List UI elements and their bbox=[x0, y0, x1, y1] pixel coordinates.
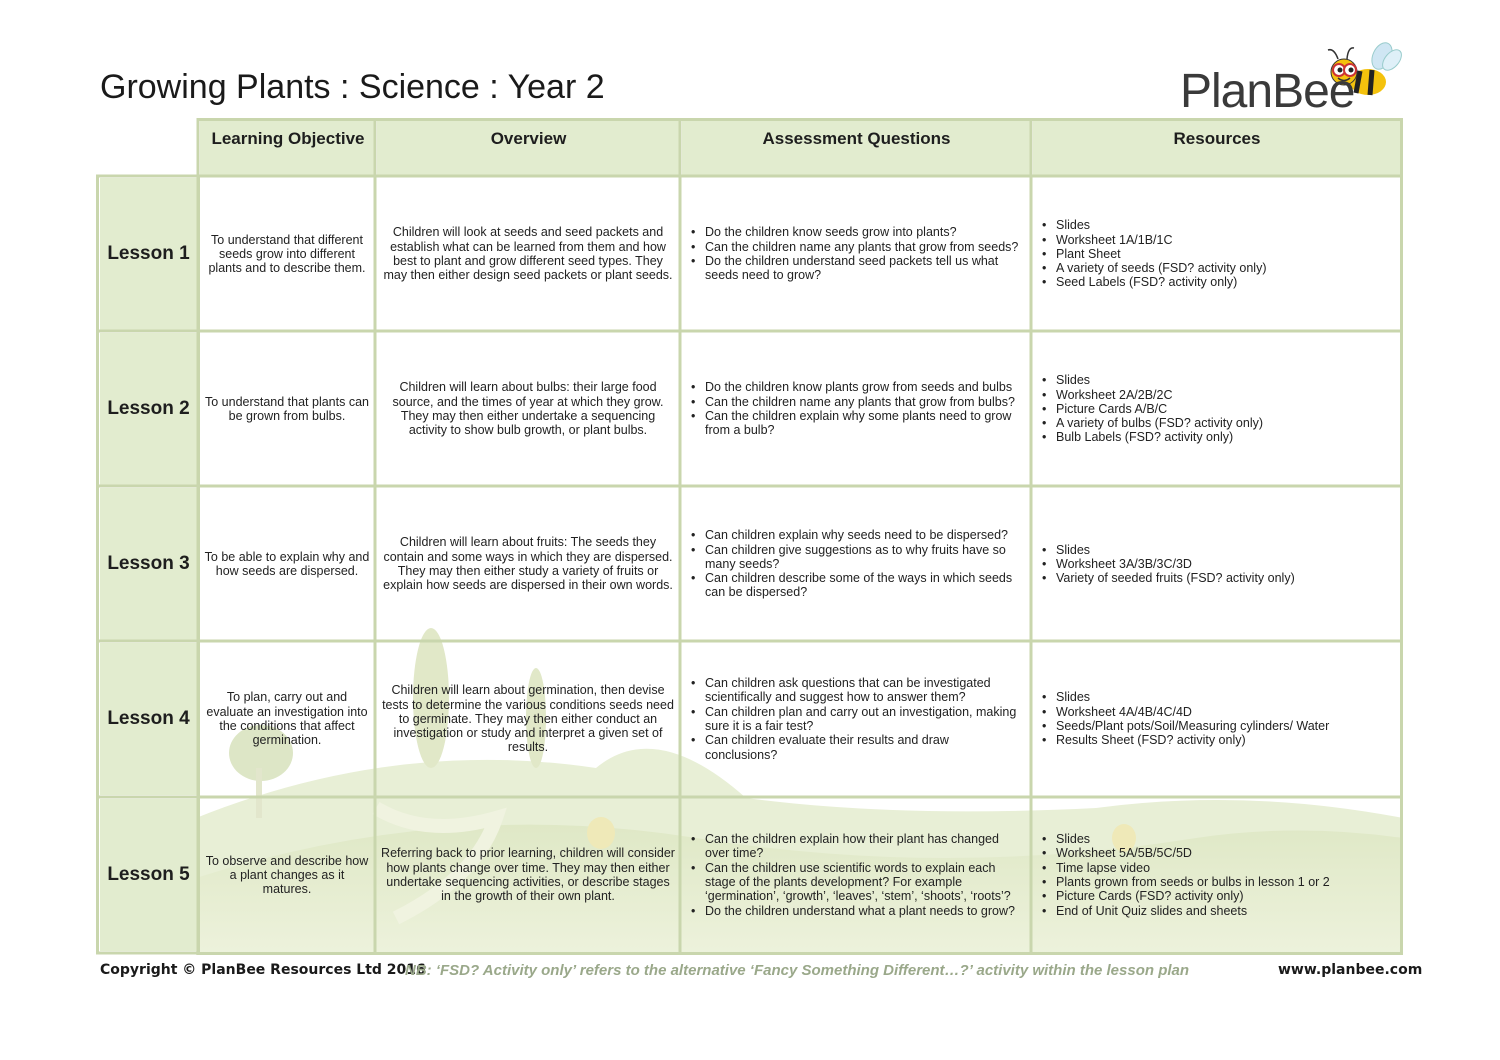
list-item: • Slides bbox=[1056, 218, 1267, 232]
list-item: • Worksheet 3A/3B/3C/3D bbox=[1056, 557, 1295, 571]
list-item: • Can children evaluate their results and draw conclusions? bbox=[705, 733, 1024, 762]
list-item: • Can children explain why seeds need to be dispersed? bbox=[705, 528, 1024, 542]
lesson-table bbox=[96, 118, 1403, 955]
overview-text-text: Children will learn about germination, then devise tests to determine the various conditions seeds need to germinate. They may then either conduct an investigation or study and interpret a given set of results. bbox=[382, 683, 674, 755]
assessment-questions bbox=[683, 799, 1030, 951]
resources-list-bullets bbox=[1040, 543, 1295, 586]
lesson-label-text: Lesson 4 bbox=[107, 708, 190, 729]
header-assessment-questions: Assessment Questions bbox=[682, 120, 1031, 176]
overview-text-text: Children will learn about bulbs: their large food source, and the times of year at which they grow. They may then either undertake a sequencing activity to show bulb growth, or plant bulbs. bbox=[392, 380, 664, 438]
list-item: • Seed Labels (FSD? activity only) bbox=[1056, 275, 1267, 289]
assessment-questions-bullets bbox=[689, 225, 1024, 282]
resources-list-bullets bbox=[1040, 218, 1267, 289]
list-item: • Variety of seeded fruits (FSD? activity only) bbox=[1056, 571, 1295, 585]
list-item: • Can children ask questions that can be investigated scientifically and suggest how to answer them? bbox=[705, 676, 1024, 705]
learning-objective-text: To understand that plants can be grown from bulbs. bbox=[204, 394, 369, 423]
learning-objective bbox=[200, 488, 374, 640]
resources-list bbox=[1034, 488, 1400, 640]
resources-list-bullets bbox=[1040, 690, 1329, 747]
list-item: • Worksheet 2A/2B/2C bbox=[1056, 388, 1263, 402]
resources-list bbox=[1034, 333, 1400, 485]
learning-objective bbox=[200, 333, 374, 485]
list-item: • Can children plan and carry out an investigation, making sure it is a fair test? bbox=[705, 705, 1024, 734]
lesson-label-text: Lesson 2 bbox=[107, 398, 190, 419]
list-item: • Can children describe some of the ways in which seeds can be dispersed? bbox=[705, 571, 1024, 600]
resources-list-bullets bbox=[1040, 373, 1263, 444]
lesson-label-text: Lesson 5 bbox=[107, 864, 190, 885]
list-item: • Worksheet 5A/5B/5C/5D bbox=[1056, 846, 1330, 860]
header-resources: Resources bbox=[1033, 120, 1401, 176]
list-item: • Bulb Labels (FSD? activity only) bbox=[1056, 430, 1263, 444]
assessment-questions bbox=[683, 643, 1030, 795]
resources-list-bullets bbox=[1040, 832, 1330, 918]
assessment-questions-bullets bbox=[689, 832, 1024, 918]
assessment-questions-bullets bbox=[689, 380, 1024, 437]
learning-objective bbox=[200, 178, 374, 330]
list-item: • Can the children explain why some plants need to grow from a bulb? bbox=[705, 409, 1024, 438]
list-item: • Can children give suggestions as to why fruits have so many seeds? bbox=[705, 543, 1024, 572]
list-item: • Can the children explain how their plant has changed over time? bbox=[705, 832, 1024, 861]
list-item: • Worksheet 1A/1B/1C bbox=[1056, 233, 1267, 247]
list-item: • Worksheet 4A/4B/4C/4D bbox=[1056, 705, 1329, 719]
overview-text bbox=[377, 178, 679, 330]
assessment-questions bbox=[683, 488, 1030, 640]
fsd-note: NB: ‘FSD? Activity only’ refers to the alternative ‘Fancy Something Different…?’ activity within the lesson plan bbox=[405, 962, 1190, 979]
website-link[interactable]: www.planbee.com bbox=[1278, 962, 1423, 978]
learning-objective-text: To plan, carry out and evaluate an investigation into the conditions that affect germination. bbox=[206, 690, 368, 748]
assessment-questions bbox=[683, 178, 1030, 330]
lesson-label bbox=[100, 488, 197, 640]
lesson-label-text: Lesson 1 bbox=[107, 243, 190, 264]
assessment-questions-bullets bbox=[689, 676, 1024, 762]
resources-list bbox=[1034, 799, 1400, 951]
list-item: • Slides bbox=[1056, 543, 1295, 557]
list-item: • Can the children name any plants that grow from bulbs? bbox=[705, 395, 1024, 409]
list-item: • Picture Cards (FSD? activity only) bbox=[1056, 889, 1330, 903]
list-item: • Slides bbox=[1056, 832, 1330, 846]
lesson-label bbox=[100, 333, 197, 485]
copyright-text: Copyright © PlanBee Resources Ltd 2016 bbox=[100, 962, 426, 978]
learning-objective-text: To observe and describe how a plant changes as it matures. bbox=[205, 853, 369, 897]
lesson-label bbox=[100, 799, 197, 951]
planbee-logo bbox=[1180, 42, 1410, 122]
overview-text-text: Children will learn about fruits: The seeds they contain and some ways in which they are dispersed. They may then either study a variety of fruits or explain how seeds are dispersed in their own words. bbox=[383, 535, 673, 593]
page-title: Growing Plants : Science : Year 2 bbox=[100, 68, 605, 106]
list-item: • Plant Sheet bbox=[1056, 247, 1267, 261]
lesson-label bbox=[100, 643, 197, 795]
list-item: • Do the children understand what a plant needs to grow? bbox=[705, 904, 1024, 918]
list-item: • Plants grown from seeds or bulbs in lesson 1 or 2 bbox=[1056, 875, 1330, 889]
overview-text bbox=[377, 643, 679, 795]
resources-list bbox=[1034, 178, 1400, 330]
list-item: • Do the children know seeds grow into plants? bbox=[705, 225, 1024, 239]
overview-text bbox=[377, 333, 679, 485]
lesson-label-text: Lesson 3 bbox=[107, 553, 190, 574]
list-item: • Time lapse video bbox=[1056, 861, 1330, 875]
overview-text bbox=[377, 799, 679, 951]
list-item: • Seeds/Plant pots/Soil/Measuring cylinders/ Water bbox=[1056, 719, 1329, 733]
list-item: • Do the children understand seed packets tell us what seeds need to grow? bbox=[705, 254, 1024, 283]
list-item: • A variety of seeds (FSD? activity only) bbox=[1056, 261, 1267, 275]
list-item: • Slides bbox=[1056, 373, 1263, 387]
header-overview: Overview bbox=[377, 120, 680, 176]
list-item: • Picture Cards A/B/C bbox=[1056, 402, 1263, 416]
learning-objective bbox=[200, 643, 374, 795]
list-item: • End of Unit Quiz slides and sheets bbox=[1056, 904, 1330, 918]
learning-objective bbox=[200, 799, 374, 951]
overview-text bbox=[377, 488, 679, 640]
logo-text: PlanBee bbox=[1180, 65, 1355, 118]
assessment-questions bbox=[683, 333, 1030, 485]
lesson-label bbox=[100, 178, 197, 330]
overview-text-text: Referring back to prior learning, children will consider how plants change over time. They may then either undertake sequencing activities, or describe stages in the growth of their own plant. bbox=[381, 846, 675, 904]
list-item: • Can the children name any plants that grow from seeds? bbox=[705, 240, 1024, 254]
list-item: • Results Sheet (FSD? activity only) bbox=[1056, 733, 1329, 747]
list-item: • Can the children use scientific words to explain each stage of the plants development? For example ‘germination’, ‘growth’, ‘leaves’, ‘stem’, ‘shoots’, ‘roots’? bbox=[705, 861, 1024, 904]
list-item: • Do the children know plants grow from seeds and bulbs bbox=[705, 380, 1024, 394]
list-item: • A variety of bulbs (FSD? activity only) bbox=[1056, 416, 1263, 430]
resources-list bbox=[1034, 643, 1400, 795]
assessment-questions-bullets bbox=[689, 528, 1024, 599]
list-item: • Slides bbox=[1056, 690, 1329, 704]
learning-objective-text: To understand that different seeds grow into different plants and to describe them. bbox=[208, 232, 366, 276]
learning-objective-text: To be able to explain why and how seeds are dispersed. bbox=[204, 549, 370, 578]
overview-text-text: Children will look at seeds and seed packets and establish what can be learned from them and how best to plant and grow different seed types. They may then either design seed packets or plant seeds. bbox=[383, 225, 673, 283]
header-learning-objective: Learning Objective bbox=[200, 120, 376, 176]
